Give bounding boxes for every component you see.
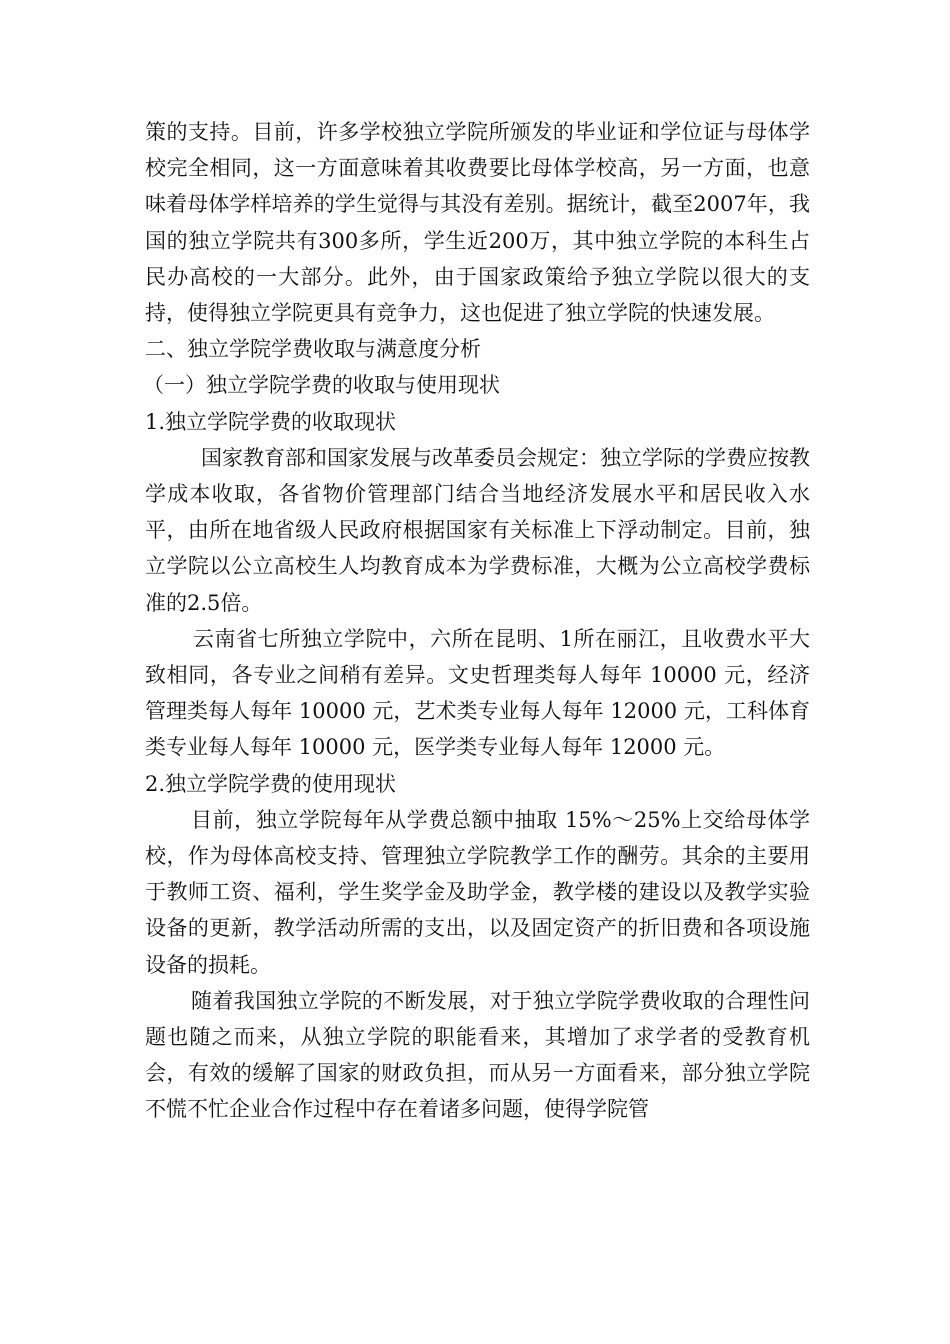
- subsection-heading-1: （一）独立学院学费的收取与使用现状: [143, 373, 500, 398]
- document-body: [145, 114, 810, 1128]
- section-heading-2: 二、独立学院学费收取与满意度分析: [145, 337, 481, 362]
- paragraph-regulation: 国家教育部和国家发展与改革委员会规定：独立学际的学费应按教学成本收取，各省物价管理部门结合当地经济发展水平和居民收入水平，由所在地省级人民政府根据国家有关标准上下浮动制定。目前，独立学院以公立高校生人均教育成本为学费标准，大概为公立高校学费标准的2.5倍。: [145, 445, 810, 615]
- paragraph-intro: 策的支持。目前，许多学校独立学院所颁发的毕业证和学位证与母体学校完全相同，这一方面意味着其收费要比母体学校高，另一方面，也意味着母体学样培养的学生觉得与其没有差别。据统计，截至2007年，我国的独立学院共有300多所，学生近200万，其中独立学院的本科生占民办高校的一大部分。此外，由于国家政策给予独立学院以很大的支持，使得独立学院更具有竞争力，这也促进了独立学院的快速发展。: [145, 120, 810, 326]
- item-heading-1: 1.独立学院学费的收取现状: [145, 409, 397, 434]
- paragraph-yunnan-fees: 云南省七所独立学院中，六所在昆明、1所在丽江，且收费水平大致相同，各专业之间稍有差异。文史哲理类每人每年 10000 元，经济管理类每人每年 10000 元，艺术类专业每人每年 12000 元，工科体育类专业每人每年 10000 元，医学类专业每人每年 12000 元。: [145, 626, 810, 760]
- paragraph-fee-usage: 目前，独立学院每年从学费总额中抽取 15%～25%上交给母体学校，作为母体高校支持、管理独立学院教学工作的酬劳。其余的主要用于教师工资、福利，学生奖学金及助学金，教学楼的建设以及教学实验设备的更新，教学活动所需的支出，以及固定资产的折旧费和各项设施设备的损耗。: [145, 807, 810, 977]
- paragraph-development: 随着我国独立学院的不断发展，对于独立学院学费收取的合理性问题也随之而来，从独立学院的职能看来，其增加了求学者的受教育机会，有效的缓解了国家的财政负担，而从另一方面看来，部分独立学院不慌不忙企业合作过程中存在着诸多问题，使得学院管: [145, 988, 810, 1122]
- item-heading-2: 2.独立学院学费的使用现状: [145, 771, 397, 796]
